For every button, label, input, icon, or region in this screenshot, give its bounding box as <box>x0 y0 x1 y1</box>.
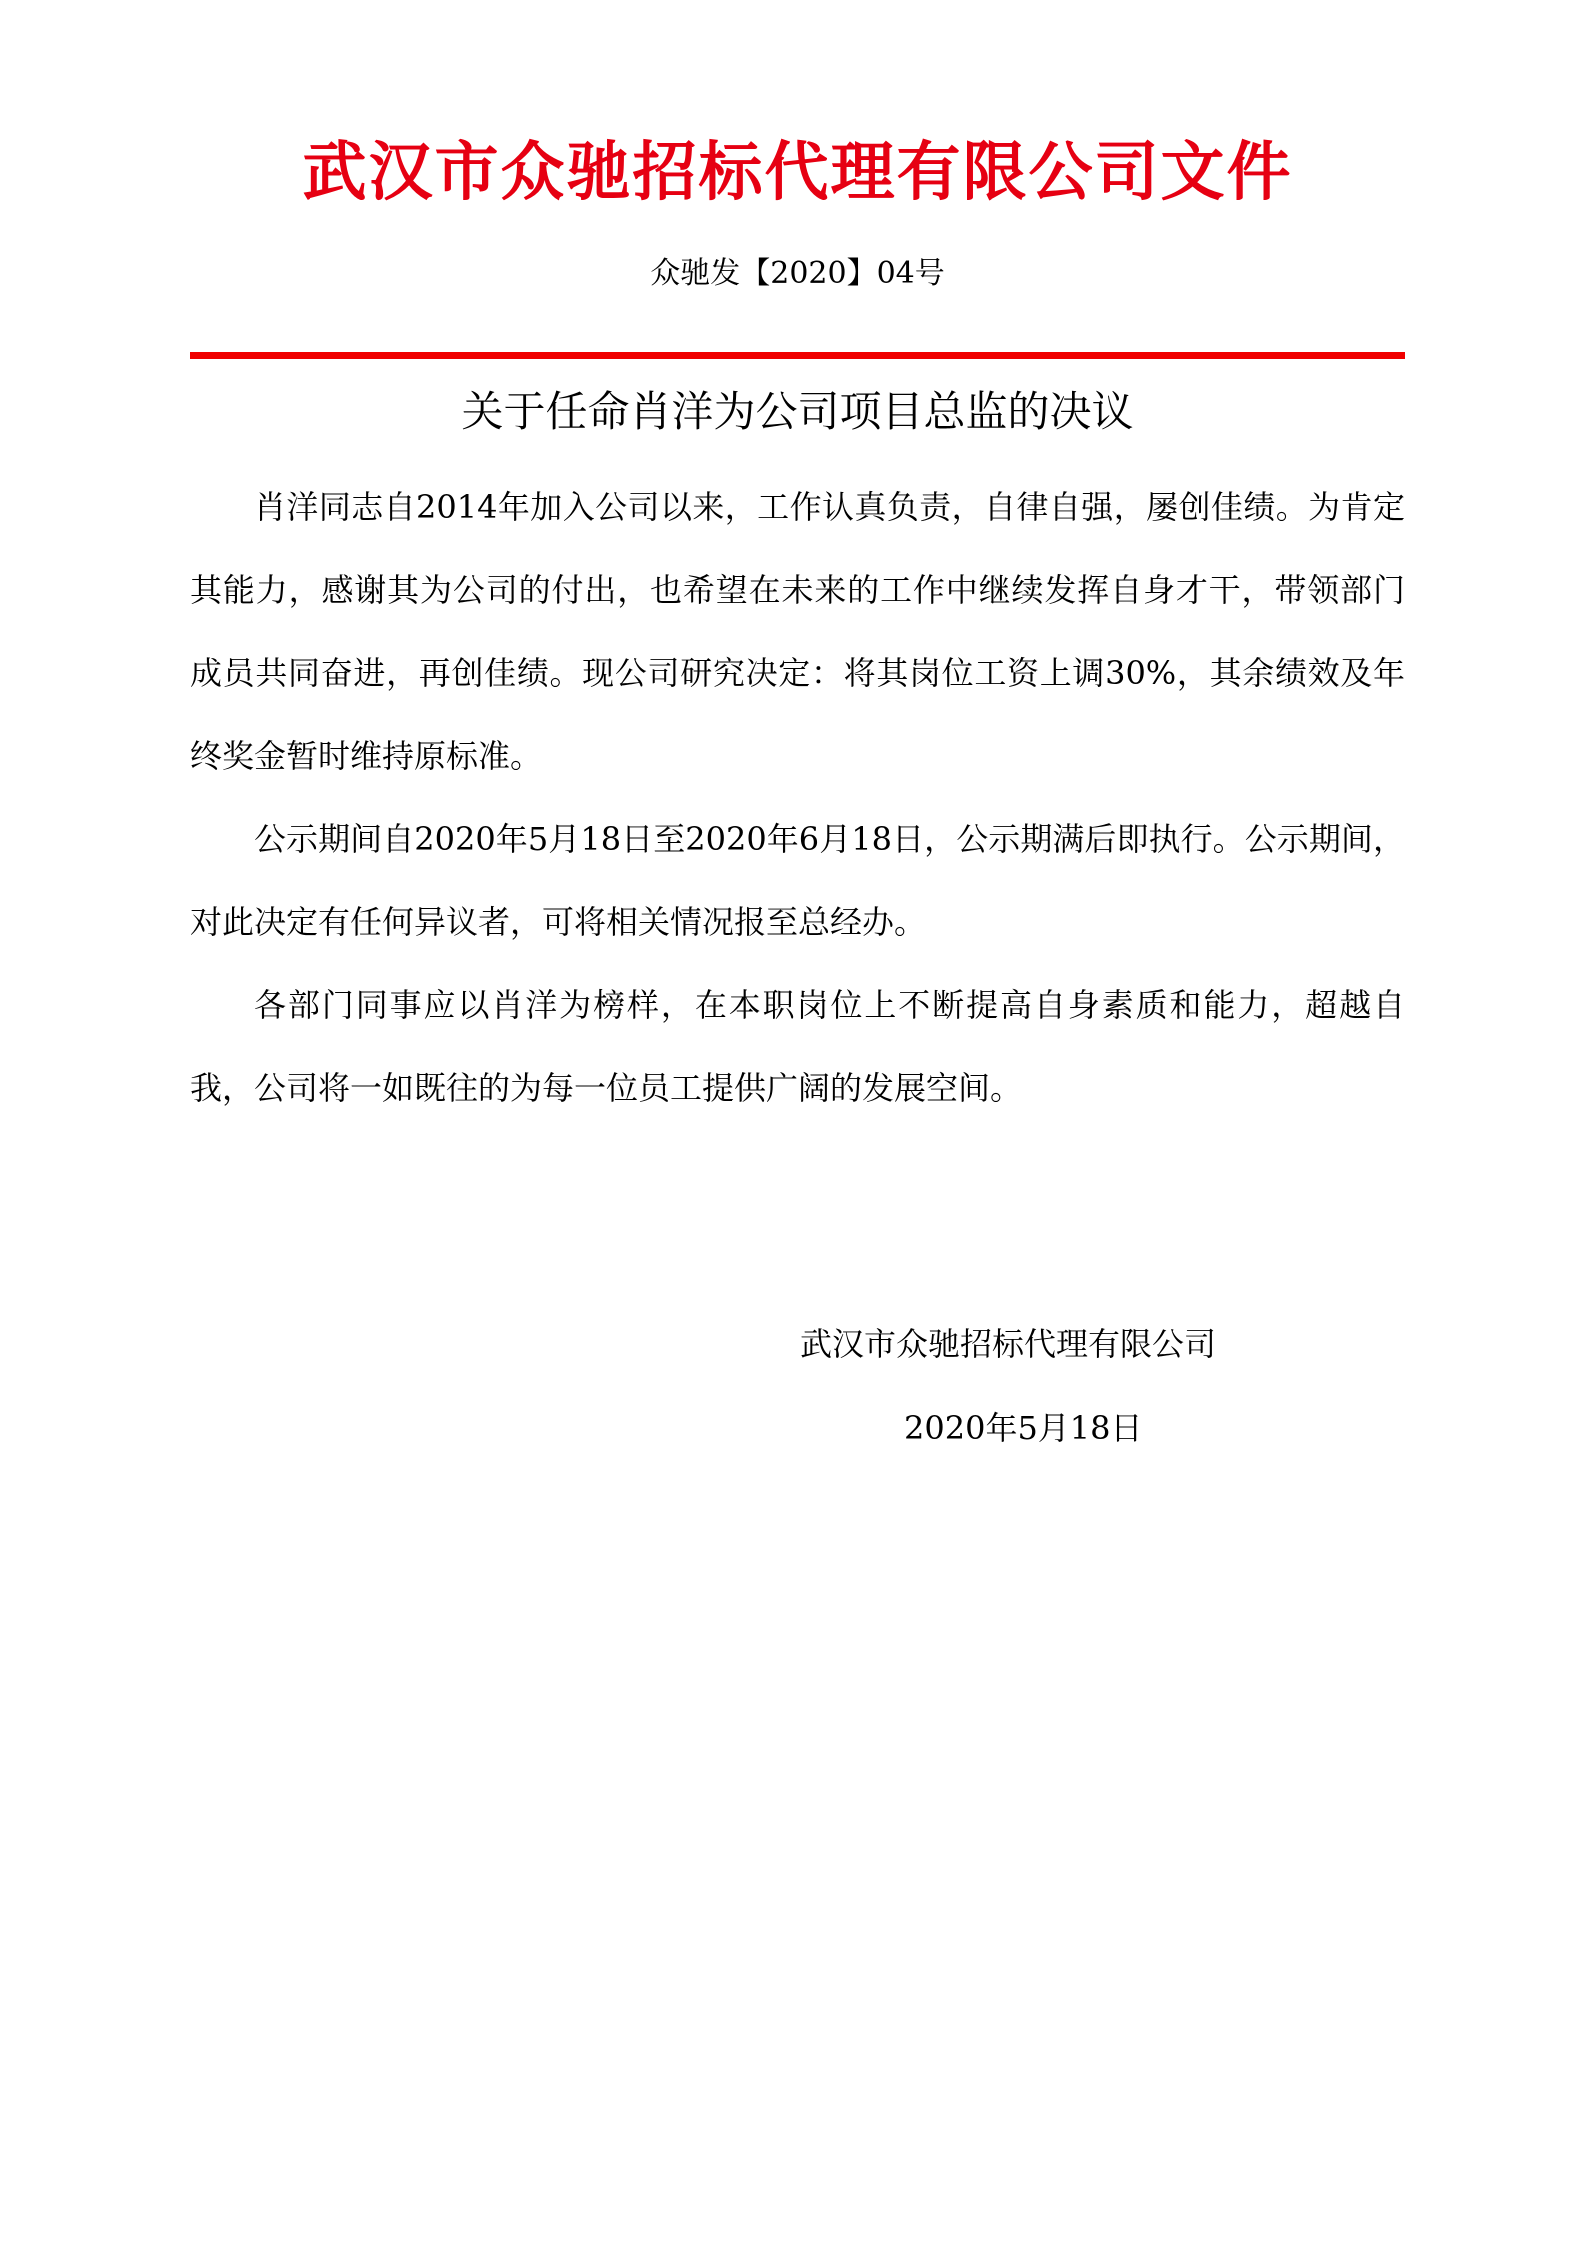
signature-date: 2020年5月18日 <box>904 1409 1143 1447</box>
signature-block <box>800 1302 1320 1470</box>
body-paragraph: 公示期间自2020年5月18日至2020年6月18日，公示期满后即执行。公示期间，对此决定有任何异议者，可将相关情况报至总经办。 <box>190 820 1405 941</box>
document-subject: 关于任命肖洋为公司项目总监的决议 <box>461 387 1134 436</box>
body-paragraph: 各部门同事应以肖洋为榜样，在本职岗位上不断提高自身素质和能力，超越自我，公司将一如既往的为每一位员工提供广阔的发展空间。 <box>190 986 1405 1107</box>
document-number: 众驰发【2020】04号 <box>650 256 945 291</box>
body-paragraph: 肖洋同志自2014年加入公司以来，工作认真负责，自律自强，屡创佳绩。为肯定其能力，感谢其为公司的付出，也希望在未来的工作中继续发挥自身才干，带领部门成员共同奋进，再创佳绩。现公司研究决定：将其岗位工资上调30%，其余绩效及年终奖金暂时维持原标准。 <box>190 488 1405 775</box>
document-body <box>190 466 1405 1130</box>
red-divider <box>190 352 1405 359</box>
letterhead-title: 武汉市众驰招标代理有限公司文件 <box>302 135 1293 210</box>
signature-organization: 武汉市众驰招标代理有限公司 <box>800 1325 1217 1363</box>
